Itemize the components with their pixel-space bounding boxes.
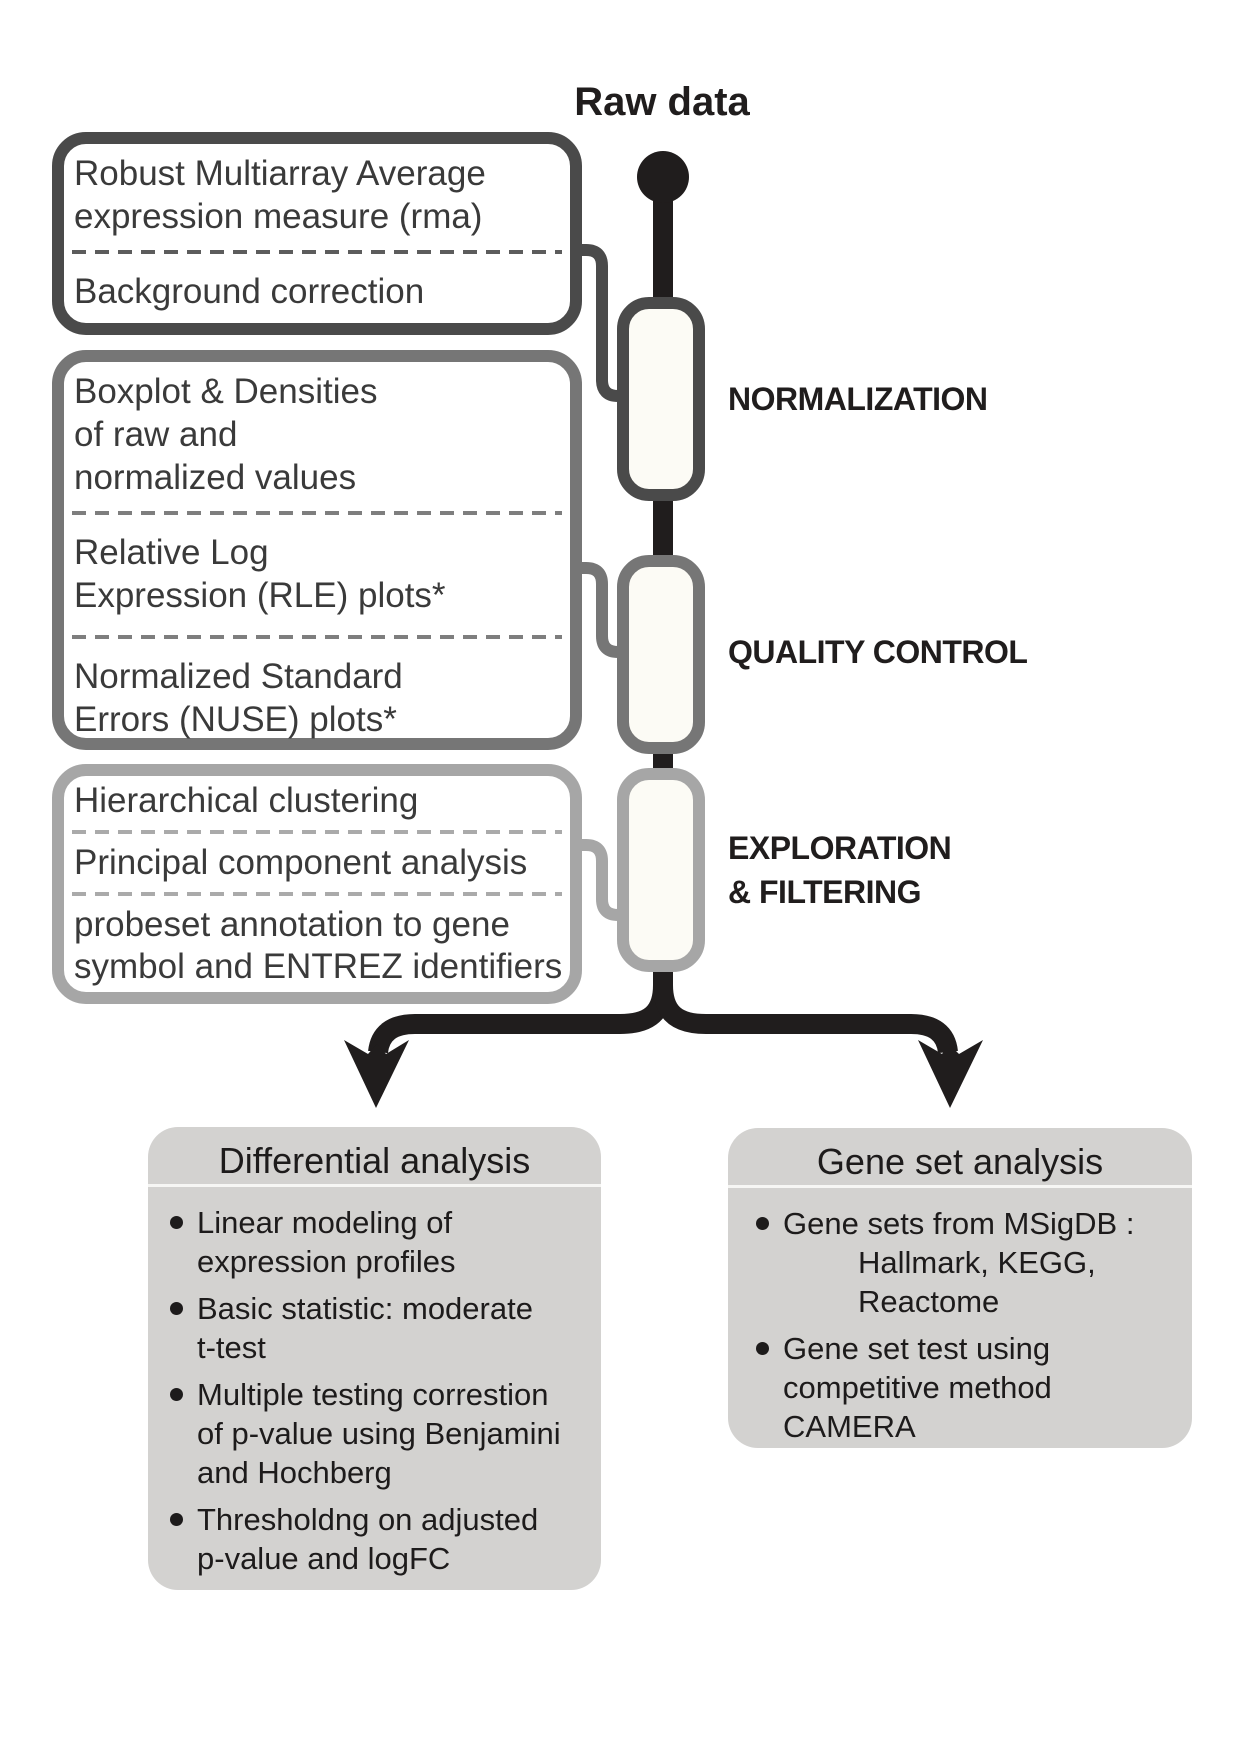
steps-box-quality-control — [52, 350, 582, 750]
bullet-line: Gene set test using — [783, 1331, 1051, 1366]
step-text: of raw and — [74, 415, 238, 454]
bullet-line: Basic statistic: moderate — [197, 1291, 533, 1326]
stage-label-exploration-filtering — [728, 826, 951, 914]
steps-section — [64, 362, 570, 511]
list-item — [170, 1500, 591, 1578]
stage-label-text: & FILTERING — [728, 874, 921, 910]
bullet-icon — [756, 1217, 769, 1230]
bullet-line: Reactome — [858, 1284, 1000, 1319]
bullet-list — [148, 1187, 601, 1578]
bullet-line: competitive method — [783, 1370, 1052, 1405]
bullet-icon — [170, 1388, 183, 1401]
bullet-icon — [170, 1216, 183, 1229]
bullet-text — [197, 1500, 538, 1578]
connector-normalization — [578, 250, 623, 396]
panel-differential-analysis — [148, 1127, 601, 1590]
connector-quality-control — [578, 568, 623, 652]
step-text: Errors (NUSE) plots* — [74, 700, 397, 739]
bullet-line: Multiple testing correstion — [197, 1377, 549, 1412]
bullet-text — [197, 1203, 455, 1281]
raw-data-start-dot — [637, 151, 689, 203]
list-item — [756, 1329, 1182, 1446]
bullet-line: expression profiles — [197, 1244, 456, 1279]
steps-section — [64, 896, 570, 988]
list-item — [170, 1289, 591, 1367]
bullet-line: Hallmark, KEGG, — [858, 1245, 1096, 1280]
bullet-line: Linear modeling of — [197, 1205, 453, 1240]
bullet-text — [783, 1204, 1134, 1321]
step-text: Principal component analysis — [74, 843, 528, 882]
bullet-icon — [756, 1342, 769, 1355]
bullet-icon — [170, 1513, 183, 1526]
stage-label-normalization — [728, 377, 988, 421]
list-item — [170, 1203, 591, 1281]
step-text: normalized values — [74, 458, 357, 497]
bullet-line: and Hochberg — [197, 1455, 392, 1490]
step-text: Normalized Standard — [74, 657, 403, 696]
steps-section — [64, 639, 570, 741]
bullet-line: CAMERA — [783, 1409, 916, 1444]
stage-label-text: QUALITY CONTROL — [728, 634, 1028, 670]
bullet-line: t-test — [197, 1330, 266, 1365]
bullet-line: Gene sets from MSigDB : — [783, 1206, 1135, 1241]
stage-label-text: EXPLORATION — [728, 830, 952, 866]
step-text: Robust Multiarray Average — [74, 154, 486, 193]
step-text: Expression (RLE) plots* — [74, 576, 446, 615]
list-item — [756, 1204, 1182, 1321]
steps-section — [64, 834, 570, 892]
bullet-line: p-value and logFC — [197, 1541, 451, 1576]
step-text: Boxplot & Densities — [74, 372, 378, 411]
step-text: Relative Log — [74, 533, 269, 572]
steps-section — [64, 144, 570, 250]
stage-node-normalization — [623, 303, 699, 495]
bullet-line: of p-value using Benjamini — [197, 1416, 561, 1451]
bullet-text — [197, 1289, 533, 1367]
panel-title: Differential analysis — [218, 1140, 531, 1181]
steps-section — [64, 776, 570, 830]
connector-exploration — [578, 845, 623, 915]
step-text: symbol and ENTREZ identifiers — [74, 947, 563, 986]
bullet-icon — [170, 1302, 183, 1315]
panel-gene-set-analysis — [728, 1128, 1192, 1448]
arrow-down-right-icon — [918, 1040, 983, 1108]
panel-title: Gene set analysis — [816, 1141, 1104, 1182]
raw-data-title: Raw data — [574, 80, 750, 124]
stage-node-exploration — [623, 774, 699, 966]
list-item — [170, 1375, 591, 1492]
stage-node-quality-control — [623, 561, 699, 748]
arrow-down-left-icon — [344, 1040, 409, 1108]
steps-section — [64, 515, 570, 635]
stage-label-text: NORMALIZATION — [728, 381, 988, 417]
stage-label-quality-control — [728, 630, 1027, 674]
step-text: Background correction — [74, 272, 425, 311]
bullet-text — [783, 1329, 1052, 1446]
steps-section — [64, 254, 570, 313]
step-text: probeset annotation to gene — [74, 905, 510, 944]
bullet-line: Thresholdng on adjusted — [197, 1502, 539, 1537]
steps-box-exploration — [52, 764, 582, 1004]
step-text: Hierarchical clustering — [74, 781, 419, 820]
branch-right-pipe — [663, 985, 948, 1052]
step-text: expression measure (rma) — [74, 197, 483, 236]
steps-box-normalization — [52, 132, 582, 335]
bullet-list — [728, 1188, 1192, 1446]
bullet-text — [197, 1375, 561, 1492]
